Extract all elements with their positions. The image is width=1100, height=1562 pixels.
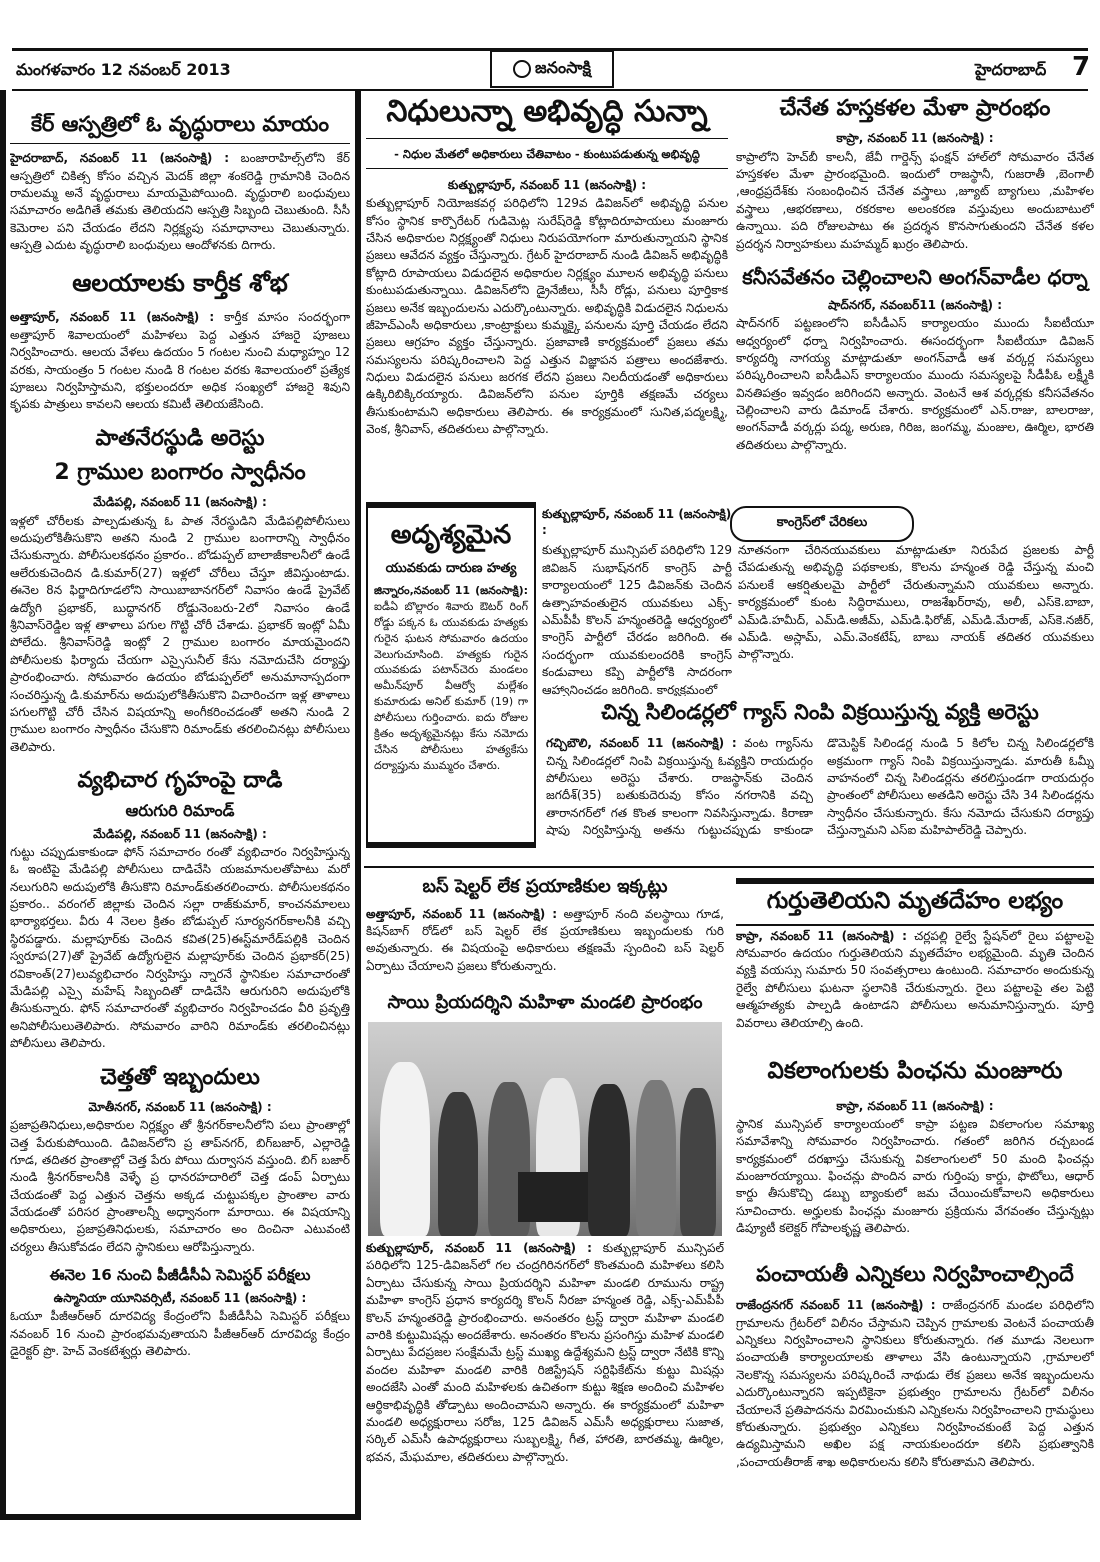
photo-person-figure xyxy=(438,1092,478,1236)
dateline: కాప్రా, నవంబర్ 11 (జనంసాక్షి) : xyxy=(836,131,994,146)
article-congress-right xyxy=(738,542,1094,692)
section-divider xyxy=(364,866,1094,868)
article-anganwadi-protest xyxy=(736,265,1094,454)
dateline: కుత్బుల్లాపూర్, నవంబర్ 11 (జనంసాక్షి) : xyxy=(542,507,732,538)
dateline: కుత్బుల్లాపూర్, నవంబర్ 11 (జనంసాక్షి) : xyxy=(447,178,647,192)
article-body: ఇళ్లలో చోరీలకు పాల్పడుతున్న ఓ పాత నేరస్థుడిని మేడిపల్లిపోలీసులు అదుపులోకితీసుకొని అతని నుండి 2 గ్రాముల బంగారాన్ని స్వాధీనం చేసుకున్నారు. పోలీసులకథనం ప్రకారం.. బోడుప్పల్ బాలాజీకాలనీలో ఉండే ఆలేరుకుచెందిన డి.కుమార్(27) ఇళ్లలో చోరీలు చేస్తూ జీవిస్తుంటాడు. ఈనెల 8న ఫిర్జాదిగూడలోని సాయిబాబానగర్‌లో నివాసం ఉండే ప్రైవేట్ ఉద్యోగి ప్రభాకర్, బుద్ధానగర్ రోడ్డునెంబరు-2లో నివాసం ఉండే శ్రీనివాస్‌రెడ్డిల ఇళ్ల తాళాలు పగుల గొట్టి చోరీ చేశాడు. ప్రభాకర్ ఇంట్లో ఏమీ పోలేదు. శ్రీనివాస్‌రెడ్డి ఇంట్లో 2 గ్రాముల బంగారం మాయమైందని పోలీసులకు ఫిర్యాదు చేయగా ఎస్సైసునీల్ కేసు నమోదుచేసి దర్యాప్తు ప్రారంభించారు. సోమవారం ఉదయం బోడుప్పల్‌లో అనుమానాస్పదంగా సంచరిస్తున్న డి.కుమార్‌ను అదుపులోకితీసుకొని విచారించగా ఇళ్ల తాళాలు పగులగొట్టి చోరీ చేసిన విషయాన్ని అంగీకరించడంతో అతని నుండి 2 గ్రాముల బంగారం స్వాధీనం చేసుకొని రిమాండ్‌కు తరలించినట్లు పోలీసులు తెలిపారు. xyxy=(10,513,350,754)
photo-person-figure xyxy=(588,1084,630,1236)
subhead: యువకుడు దారుణ హత్య xyxy=(385,561,517,577)
event-photo xyxy=(368,1022,722,1236)
dateline: ఉస్మానియా యూనివర్సిటీ, నవంబర్ 11 (జనంసాక్షి) : xyxy=(53,1291,307,1306)
article-missing-youth xyxy=(366,502,536,848)
right-top-column xyxy=(736,96,1094,496)
article-old-offender xyxy=(10,426,350,756)
edition-city: హైదరాబాద్ xyxy=(975,60,1047,79)
article-care-hospital xyxy=(10,112,350,255)
article-body: ఐడీఏ బొల్లారం శివారు ఔటర్ రింగ్ రోడ్డు పక్కన ఓ యువకుడు హత్యకు గురైన ఘటన సోమవారం ఉదయం వెలుగుచూసింది. హత్యకు గురైన యువకుడు పటాన్‌చెరు మండలం అమీన్‌పూర్ వీఆర్వో మల్లేశం కుమారుడు అనిల్ కుమార్ (19) గా పోలీసులు గుర్తించారు. ఐదు రోజుల క్రితం అదృశ్యమైనట్లు కేసు నమోదు చేసిన పోలీసులు హత్యకేసు దర్యాప్తును ముమ్మరం చేశారు. xyxy=(374,599,528,773)
dateline: హైదరాబాద్, నవంబర్ 11 (జనంసాక్షి) : xyxy=(10,151,230,166)
article-body: కాప్రాలోని హెచ్‌బీ కాలనీ, జేవీ గార్డెన్స్ ఫంక్షన్ హాల్‌లో సోమవారం చేనేత హస్తకళల మేళా ప్రారంభమైంది. ఇందులో రాజస్థానీ, గుజరాతీ ,బెంగాలీ ,ఆంధ్రప్రదేశ్‌కు సంబంధించిన చేనేత వస్త్రాలు ,జ్యూట్ బ్యాగులు ,మహిళల వస్త్రాలు ,ఆభరణాలు, రకరకాల అలంకరణ వస్తువులు అందుబాటులో ఉన్నాయి. పది రోజులపాటు ఈ ప్రదర్శన కొనసాగుతుందని చేనేత కళల ప్రదర్శన నిర్వాహకులు మహమ్మద్ ఖుర్రం తెలిపారు. xyxy=(736,149,1094,251)
article-body: ఓయూ పీజీఆర్ఆర్ దూరవిద్య కేంద్రంలోని పీజీడీసీఏ సెమిస్టర్ పరీక్షలు నవంబర్ 16 నుంచి ప్రారంభమవుతాయని పీజీఆర్ఆర్ దూరవిద్య కేంద్రం డైరెక్టర్ ప్రొ. హెచ్ వెంకటేశ్వర్లు తెలిపారు. xyxy=(10,1309,350,1359)
headline: నిధులున్నా అభివృద్ధి సున్నా xyxy=(386,94,708,129)
headline: చెత్తతో ఇబ్బందులు xyxy=(100,1064,260,1090)
article-panchayat-elections xyxy=(736,1262,1094,1518)
headline: కాంగ్రెస్‌లో చేరికలు xyxy=(776,515,868,530)
left-column xyxy=(10,112,350,1512)
article-congress-left xyxy=(542,506,732,696)
article-exams xyxy=(10,1266,350,1360)
dateline: కాప్రా, నవంబర్ 11 (జనంసాక్షి) : xyxy=(736,928,907,943)
headline-second-line: 2 గ్రాముల బంగారం స్వాధీనం xyxy=(54,460,306,486)
left-border xyxy=(0,90,6,1514)
article-body: వంట గ్యాస్‌ను చిన్న సిలిండర్లలో నింపి విక్రయిస్తున్న ఓవ్యక్తిని రాయదుర్గం పోలీసులు అరెస్టు చేశారు. రాజస్థాన్‌కు చెందిన జగదీశ్(35) బతుకుదెరువు కోసం నగరానికి వచ్చి తారానగర్‌లో గత కొంత కాలంగా నివసిస్తున్నాడు. కిరాణా షాపు నిర్వహిస్తున్న అతను గుట్టుచప్పుడు కాకుండా డొమెస్టిక్ సిలిండర్ల నుండి 5 కిలోల చిన్న సిలిండర్లలోకి అక్రమంగా గ్యాస్ నింపి విక్రయిస్తున్నాడు. మారుతీ ఓమ్నీ వాహనంలో చిన్న సిలిండర్లను తరలిస్తుండగా రాయదుర్గం ప్రాంతంలో పోలీసులు అతడిని అరెస్టు చేసి 34 సిలిండర్లను స్వాధీనం చేసుకున్నారు. కేసు నమోదు చేసుకుని దర్యాప్తు చేస్తున్నామని ఎస్‌ఐ మహిపాల్‌రెడ్డి చెప్పారు. xyxy=(546,736,1094,838)
dateline: రాజేంద్రనగర్ నవంబర్ 11 (జనంసాక్షి) : xyxy=(736,1298,936,1313)
photo-person-figure xyxy=(636,1080,676,1236)
headline: ఆలయాలకు కార్తీక శోభ xyxy=(72,268,288,297)
headline: వికలాంగులకు పింఛను మంజూరు xyxy=(767,1058,1063,1084)
headline: కేర్ ఆస్పత్రిలో ఓ వృద్ధురాలు మాయం xyxy=(30,112,330,136)
congress-joining-badge xyxy=(730,506,914,542)
article-disabled-pension xyxy=(736,1058,1094,1278)
dateline: అత్తాపూర్, నవంబర్ 11 (జనంసాక్షి) : xyxy=(366,906,557,921)
article-garbage xyxy=(10,1065,350,1257)
article-unidentified-body xyxy=(736,884,1094,1074)
article-body: రాజేంద్రనగర్ మండల పరిధిలోని గ్రామాలను గ్రేటర్‌లో విలీనం చేస్తామని చెప్పిన గ్రామాలకు వెంటనే పంచాయతీ ఎన్నికలు నిర్వహించాలని స్థానికులు కోరుతున్నారు. గత మూడు నెలలుగా పంచాయతీ కార్యాలయాలకు తాళాలు వేసి ఉంటున్నాయని ,గ్రామాలలో నెలకొన్న సమస్యలను పరిష్కరించే నాథుడు లేక ప్రజలు అనేక ఇబ్బందులను ఎదుర్కొంటున్నారని ఇప్పటికైనా ప్రభుత్వం గ్రామాలను గ్రేటర్‌లో విలీనం చేయాలనే ప్రతిపాదనను విరమించుకుని ఎన్నికలను నిర్వహించాలని గ్రామస్థులు కోరుతున్నారు. ప్రభుత్వం ఎన్నికలు నిర్వహించకుంటే పెద్ద ఎత్తున ఉద్యమిస్తామని అఖిల పక్ష నాయకులందరూ కలిసి ప్రభుత్వానికి ,పంచాయతీరాజ్ శాఖ అధికారులను కలిసి కోరుతామని తెలిపారు. xyxy=(736,1298,1094,1469)
headline: సాయి ప్రియదర్శిని మహిళా మండలి ప్రారంభం xyxy=(387,992,703,1013)
dateline: షాద్‌నగర్, నవంబర్11 (జనంసాక్షి) : xyxy=(827,297,1002,312)
article-handloom-fair xyxy=(736,96,1094,253)
dateline: అత్తాపూర్, నవంబర్ 11 (జనంసాక్షి) : xyxy=(10,310,215,325)
article-bus-shelter xyxy=(366,876,724,996)
headline: వ్యభిచార గృహంపై దాడి xyxy=(77,768,283,794)
article-body: కార్తీక మాసం సందర్భంగా అత్తాపూర్ శివాలయంలో మహిళలు పెద్ద ఎత్తున హాజరై పూజలు నిర్వహించారు. ఆలయ వేళలు ఉదయం 5 గంటల నుంచి మధ్యాహ్నం 12 వరకు, సాయంత్రం 5 గంటల నుండి 8 గంటల వరకు శివాలయంలో ప్రత్యేక పూజలు నిర్వహిస్తామని, భక్తులందరూ అధిక సంఖ్యలో హాజరై శివుని కృపకు పాత్రులు కావలని ఆలయ కమిటీ తెలియజేసింది. xyxy=(10,310,350,412)
dateline: గచ్చిబౌలి, నవంబర్ 11 (జనంసాక్షి) : xyxy=(546,736,737,751)
issue-date: మంగళవారం 12 నవంబర్ 2013 xyxy=(16,60,231,79)
logo-text: జనంసాక్షి xyxy=(535,57,591,77)
article-body: కుత్బుల్లాపూర్ మున్సిపల్ పరిధిలోని 125-డివిజన్‌లో గల చంద్రగిరినగర్‌లో కొంతమంది మహిళలు కలిసి ఏర్పాటు చేసుకున్న సాయి ప్రియదర్శిని మహిళా మండలి రూమును రాష్ట్ర మహిళా కాంగ్రెస్ ప్రధాన కార్యదర్శి కొలన్ నీరజా హన్మంత రెడ్డి, ఎక్స్-ఎమ్‌పీపీ కొలన్ హన్మంతరెడ్డి ప్రారంభించారు. అనంతరం ట్రస్ట్ ద్వారా మహిళా మండలి వారికి కుట్టుమిషన్లు అందజేశారు. అనంతరం కొలను ప్రసంగిస్తు మహిళ మండలి ఏర్పాటు పేదప్రజల సంక్షేమమే ట్రస్ట్ ముఖ్య ఉద్దేశ్యమని ట్రస్ట్ ద్వారా నేటికి కొన్ని వందల మహిళా మండలి వారికి రిజిస్ట్రేషన్ సర్టిఫికేట్‌ను కుట్టు మిషన్లు అందజేసి ఎంతో మంది మహిళలకు ఉచితంగా కుట్టు శిక్షణ అందించి మహిళల ఆర్థికాభివృద్ధికి తోడ్పాటు అందించామని అన్నారు. ఈ కార్యక్రమంలో మహిళా మండలి అధ్యక్షురాలు సరోజ, 125 డివిజన్ ఎమ్‌సీ అధ్యక్షురాలు సుజాత, సర్కిల్ ఎమ్‌సీ ఉపాధ్యక్షురాలు సుబ్బలక్ష్మి, గీత, హారతి, బారతమ్మ, ఊర్మిల, భవన, మేఘమాల, తదితరులు పాల్గొన్నారు. xyxy=(366,1241,724,1464)
photo-person-figure xyxy=(680,1088,716,1236)
sewing-machine-icon xyxy=(518,1172,588,1222)
headline: బస్ షెల్టర్ లేక ప్రయాణికుల ఇక్కట్లు xyxy=(422,876,668,897)
article-body: అత్తాపూర్ నంది వలస్థాయి గూడ, కిషన్‌బాగ్ రోడ్‌లో బస్ షెల్టర్ లేక ప్రయాణికులు ఇబ్బందులకు గురి అవుతున్నారు. ఈ విషయంపై అధికారులు తక్షణమే స్పందించి బస్ షెల్టర్ ఏర్పాటు చేయాలని ప్రజలు కోరుతున్నారు. xyxy=(366,906,724,973)
article-body: స్థానిక మున్సిపల్ కార్యాలయంలో కాప్రా పట్టణ వికలాంగుల సమాఖ్య సమావేశాన్ని సోమవారం నిర్వహించారు. గతంలో జరిగిన రచ్చబండ కార్యక్రమంలో దరఖాస్తు చేసుకున్న వికలాంగులలో 50 మంది ఫించన్లు మంజూరయ్యాయి. ఫించన్లు పొందిన వారు గుర్తింపు కార్డు, ఫొటోలు, ఆధార్ కార్డు తీసుకొచ్చి డబ్బు బ్యాంకులో జమ చేయించుకోవాలని అధికారులు సూచించారు. అర్హులకు పింఛన్లు మంజూరు ప్రక్రియను వేగవంతం చేస్తున్నట్లు డిప్యూటీ కలెక్టర్ గోపాలకృష్ణ తెలిపారు. xyxy=(736,1116,1094,1236)
headline: చేనేత హస్తకళల మేళా ప్రారంభం xyxy=(779,96,1051,121)
deck: - నిధుల మేతలో అధికారులు చేతివాటం - కుంటుపడుతున్న అభివృద్ధి xyxy=(394,147,700,161)
dateline: మేడిపల్లి, నవంబర్ 11 (జనంసాక్షి) : xyxy=(93,495,267,510)
article-body: ప్రజాప్రతినిధులు,అధికారుల నిర్లక్ష్యం తో శ్రీనగర్‌కాలనీలోని పలు ప్రాంతాల్లో చెత్త పేరుకుపోయింది. డివిజన్‌లోని ప్ర తాప్‌నగర్, బిగ్‌బజార్, ఎల్లారెడ్డి గూడ, తదితర ప్రాంతాల్లో చెత్త పేరు పోయి దుర్వాసన వస్తుంది. బిగ్ బజార్ నుండి శ్రీనగర్‌కాలనీకి వెళ్ళే ప్ర ధానరహదారిలో చెత్త డంప్ ఏర్పాటు చేయడంతో పెద్ద ఎత్తున చెత్తను అక్కడ చుట్టుపక్కల ప్రాంతాల వారు వేయడంతో పరిసర ప్రాంతాలన్నీ అధ్వానంగా మారాయి. ఈ విషయాన్ని అధికారులు, ప్రజాప్రతినిధులకు, సమాచారం అం దించినా ఎటువంటి చర్యలు తీసుకోవడం లేదని స్థానికులు ఆరోపిస్తున్నారు. xyxy=(10,1118,350,1254)
deck-bar xyxy=(366,138,728,169)
headline: కనీసవేతనం చెల్లించాలని అంగన్‌వాడీల ధర్నా xyxy=(742,264,1088,289)
article-body: గుట్టు చప్పుడుకాకుండా ఫోన్ సమాచారం రంతో వ్యభిచారం నిర్వహిస్తున్న ఓ ఇంటిపై మేడిపల్లి పోలీసులు దాడిచేసి యజమానులతోపాటు మరో నలుగురిని అదుపులోకి తీసుకొని రిమాండ్‌కుతరలించారు. పోలీసులకథనం ప్రకారం.. వరంగల్ జిల్లాకు చెందిన సల్లా రాజ్‌కుమార్, కాంచనమాలలు భార్యాభర్తలు. వీరు 4 నెలల క్రితం బోడుప్పల్ సూర్యనగర్‌కాలనీకి వచ్చి స్థిరపడ్డారు. మల్లాపూర్‌కు చెందిన కవిత(25)ఈస్ట్‌మారేడ్‌పల్లికి చెందిన స్వరూప(27)తో ప్రైవేట్ ఉద్యోగులైన మల్లాపూర్‌కు చెందిన ప్రభాకర్(25) రవికాంత్(27)లువ్యభిచారం నిర్వహిస్తు న్నారనే స్థానికుల సమాచారంతో మేడిపల్లి ఎస్సై మహేష్ సిబ్బందితో దాడిచేసి ఆరుగురిని అదుపులోకి తీసుకున్నారు. ఫోన్ సమాచారంతో వ్యభిచారం నిర్వహించడం వీరి ప్రవృత్తి అనిపోలీసులుతెలిపారు. సోమవారం వారిని రిమాండ్‌కు తరలించినట్లు పోలీసులు తెలిపారు. xyxy=(10,844,350,1051)
headline: గుర్తుతెలియని మృతదేహం లభ్యం xyxy=(766,888,1064,914)
page-number: 7 xyxy=(1072,52,1091,82)
headline: పాతనేరస్థుడి అరెస్టు xyxy=(95,425,265,451)
article-mahila-mandali xyxy=(366,1240,724,1518)
dateline: కాప్రా, నవంబర్ 11 (జనంసాక్షి) : xyxy=(836,1098,994,1113)
logo-emblem-icon xyxy=(513,60,531,78)
article-body: నూతనంగా చేరినయువకులు మాట్లాడుతూ నిరుపేద ప్రజలకు పార్టీ చేపడుతున్న అభివృద్ధి పథకాలకు, కొలను హన్మంత రెడ్డి చేస్తున్న మంచి పనులకే ఆకర్షితులమై పార్టీలో చేరుతున్నామని యువకులు అన్నారు. కార్యక్రమంలో కుంట సిద్ధిరాములు, రాజశేఖర్‌రావు, అలీ, ఎస్‌కె.బాబా, ఎమ్‌డి.హమీద్, ఎమ్‌డి.అజీమ్, ఎమ్‌డి.ఫిరోజ్, ఎమ్‌డి.మేరాజ్, ఎస్‌కె.నజీర్, ఎమ్‌డి. అస్లామ్, ఎమ్.వెంకటేష్, బాబు నాయక్ తదితర యువకులు పాల్గొన్నారు. xyxy=(738,543,1094,662)
left-column-border xyxy=(355,90,361,1514)
left-bottom-border xyxy=(0,1514,361,1520)
article-gas-cylinders xyxy=(546,700,1094,860)
headline: చిన్న సిలిండర్లలో గ్యాస్ నింపి విక్రయిస్తున్న వ్యక్తి అరెస్టు xyxy=(601,700,1039,724)
article-body: షాద్‌నగర్ పట్టణంలోని ఐసీడీఎస్ కార్యాలయం ముందు సీఐటీయూ ఆధ్వర్యంలో ధర్నా నిర్వహించారు. ఈసందర్భంగా సీఐటీయూ డివిజన్ కార్యదర్శి నాగయ్య మాట్లాడుతూ అంగన్‌వాడీ ఆశ వర్కర్ల సమస్యలు పరిష్కరించాలని ఐసీడీఎస్ కార్యాలయం ముందు సమస్యలపై సీడీపీఓ లక్ష్మీకి వినతిపత్రం ఇవ్వడం జరిగిందని అన్నారు. వెంటనే ఆశ వర్కర్లకు కనీసవేతనం చెల్లించాలని వారు డిమాండ్ చేశారు. కార్యక్రమంలో ఎన్.రాజు, బాలరాజు, అంగన్‌వాడీ వర్కర్లు పద్మ, అరుణ, గిరిజ, జంగమ్మ, మంజుల, ఊర్మిల, భారతి తదితరులు పాల్గొన్నారు. xyxy=(736,316,1094,452)
article-funds-no-development xyxy=(366,94,728,494)
headline: ఈనెల 16 నుంచి పీజీడీసీఏ సెమిస్టర్ పరీక్షలు xyxy=(49,1266,311,1285)
article-body: కుత్బుల్లాపూర్ మున్సిపల్ పరిధిలోని 129 జివిజన్ సుభాష్‌నగర్ కాంగ్రెస్ పార్టీ కార్యాలయంలో 125 డివిజన్‌కు చెందిన ఉత్సాహవంతులైన యువకులు ఎక్స్-ఎమ్‌పీపీ కొలన్ హన్మంతరెడ్డి ఆధ్వర్యంలో కాంగ్రెస్ పార్టీలో చేరడం జరిగింది. ఈ సందర్భంగా యువకులందరికి కాంగ్రెస్ కండువాలు కప్పి పార్టీలోకి సాదరంగా ఆహ్వానించడం జరిగింది. కార్యక్రమంలో xyxy=(542,543,732,696)
subhead: ఆరుగురి రిమాండ్ xyxy=(125,800,235,820)
article-body: కుత్బుల్లాపూర్ నియోజకవర్గ పరిధిలోని 129వ డివిజన్‌లో అభివృద్ధి పనుల కోసం స్థానిక కార్పొరేటర్ గుడిమెట్ల సురేష్‌రెడ్డి కోట్లాదిరూపాయలు మంజూరు చేసిన అధికారుల నిర్లక్ష్యంతో నిధులు నిరుపయోగంగా మారుతున్నాయని స్థానిక ప్రజలు ఆవేదన వ్యక్తం చేస్తున్నారు. గ్రేటర్ హైదరాబాద్ నుండి డివిజన్ అభివృద్ధికి కోట్లాది రూపాయలు విడుదలైన అధికారుల నిర్లక్ష్యం మూలన అభివృద్ధి పనులు కుంటుపడుతున్నాయి. డివిజన్‌లోని డ్రైనేజీలు, సీసీ రోడ్లు, పనులు పూర్తికాక ప్రజలు అనేక ఇబ్బందులను ఎదుర్కొంటున్నారు. అభివృద్ధికి విడుదలైన నిధులను జీహెచ్‌ఎంసీ అధికారులు ,కాంట్రాక్టులు కుమ్మక్కై పనులను పూర్తి చేయడం లేదని ప్రజలు ఆగ్రహం వ్యక్తం చేస్తున్నారు. ప్రజావాణి కార్యక్రమంలో ప్రజలు తమ సమస్యలను పరిష్కరించాలని పెద్ద ఎత్తున విజ్ఞాపన పత్రాలు అందజేశారు. నిధులు విడుదలైన పనులు జరగక లేదని ప్రజలు నిలదీయడంతో అధికారులు ఉక్కిరిబిక్కిరయ్యారు. డివిజన్‌లోని పనుల పూర్తికి తక్షణమే చర్యలు తీసుకుంటామని అధికారులు తెలిపారు. ఈ కార్యక్రమంలో సునిత,పద్మలక్ష్మి, వెంక, శ్రీనివాస్, తదితరులు పాల్గొన్నారు. xyxy=(366,196,728,437)
photo-person-figure xyxy=(380,1062,430,1236)
headline: పంచాయతీ ఎన్నికలు నిర్వహించాల్సిందే xyxy=(756,1262,1074,1286)
dateline: మోతీనగర్, నవంబర్ 11 (జనంసాక్షి) : xyxy=(88,1099,272,1114)
article-raid xyxy=(10,768,350,1052)
dateline: కుత్బుల్లాపూర్, నవంబర్ 11 (జనంసాక్షి) : xyxy=(366,1241,592,1255)
article-body: బంజారాహిల్స్‌లోని కేర్ ఆస్పత్రిలో చికిత్స కోసం వచ్చిన మెదక్ జిల్లా శంకరెడ్డి గ్రామానికి చెందిన రామలమ్మ అనే వృద్ధురాలు మాయమైపోయింది. వృద్ధురాలి బంధువులు సమాచారం అడిగితే తమకు తెలియదని ఆస్పత్రి సిబ్బంది చెబుతుంది. సీసీ కెమెరాల పని చేయడం లేదని నిర్లక్ష్యపు సమాధానాలు చెబుతున్నారు. ఆస్పత్రి ఎదుట వృద్ధురాలి బంధువులు ఆందోళనకు దిగారు. xyxy=(10,151,350,253)
dateline: మేడిపల్లి, నవంబర్ 11 (జనంసాక్షి) : xyxy=(93,826,267,841)
newspaper-logo xyxy=(490,50,614,88)
dateline: జిన్నారం,నవంబర్ 11 (జనంసాక్షి): xyxy=(374,583,528,597)
article-body: చర్లపల్లి రైల్వే స్టేషన్‌లో రైలు పట్టాలపై సోమవారం ఉదయం గుర్తుతెలియని మృతదేహం లభ్యమైంది. మృతి చెందిన వ్యక్తి వయస్సు సుమారు 50 సంవత్సరాలు ఉంటుంది. సమాచారం అందుకున్న రైల్వే పోలీసులు ఘటనా స్థలానికి చేరుకున్నారు. రైలు పట్టాలపై తల పెట్టి ఆత్మహత్యకు పాల్పడి ఉంటాడని పోలీసులు అనుమానిస్తున్నారు. పూర్తి వివరాలు తెలియాల్సి ఉంది. xyxy=(736,928,1094,1030)
headline: అదృశ్యమైన xyxy=(390,520,512,550)
article-temples xyxy=(10,269,350,414)
mahila-mandali-head xyxy=(366,992,724,1022)
